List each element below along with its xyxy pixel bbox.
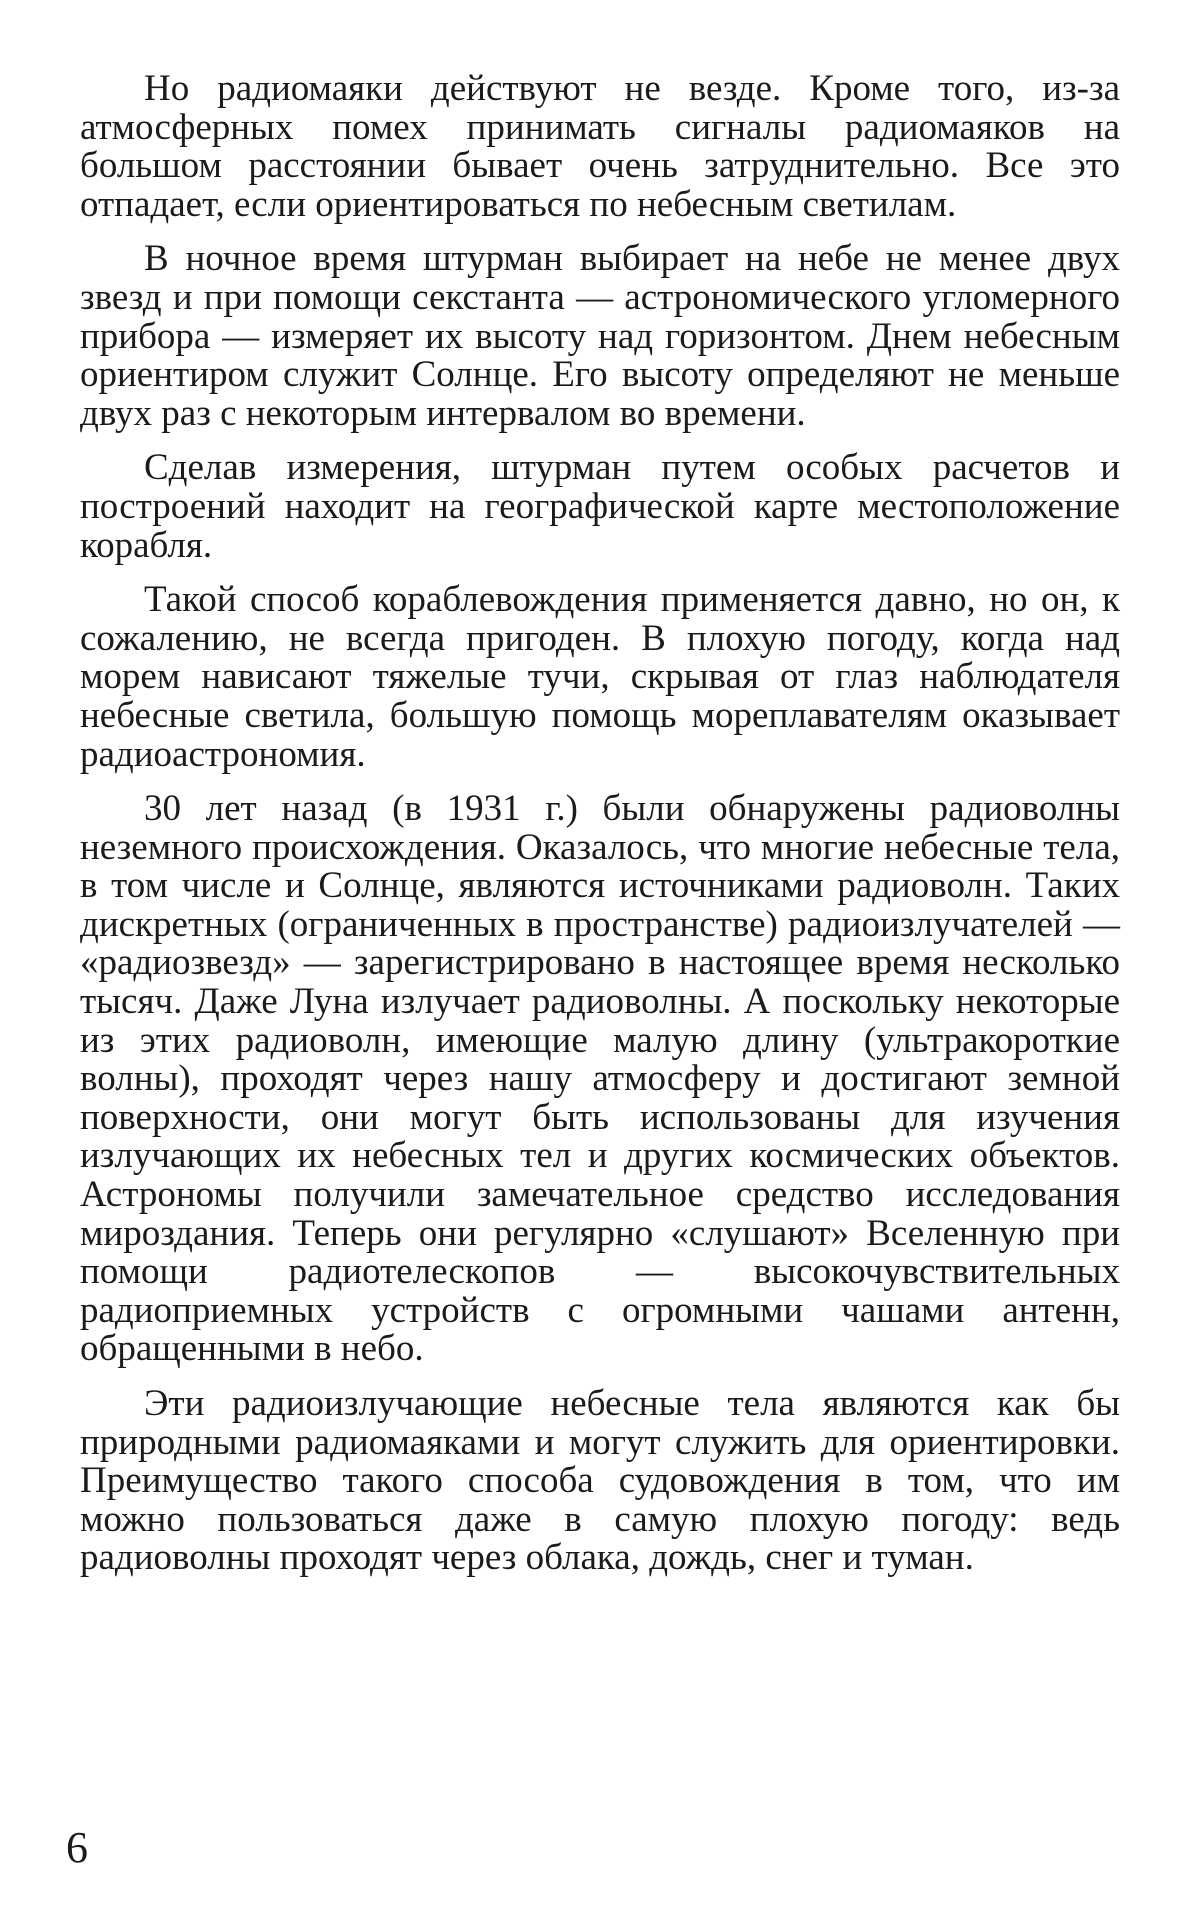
paragraph-natural-beacons: Эти радиоизлучающие небесные тела являются как бы природными радиомаяками и могут служить для ориентировки. Преимущество такого способа судовождения в том, что им можно пользоваться даже в самую плохую погоду: ведь радиоволны проходят через облака, дождь, снег и туман. — [80, 1383, 1120, 1579]
paragraph-night-navigation: В ночное время штурман выбирает на небе не менее двух звезд и при помощи секстанта — астрономического угломерного прибора — измеряет их высоту над горизонтом. Днем небесным ориентиром служит Солнце. Его высоту определяют не меньше двух раз с некоторым интервалом во времени. — [80, 238, 1120, 434]
paragraph-calculations: Сделав измерения, штурман путем особых расчетов и построений находит на географической карте местоположение корабля. — [80, 447, 1120, 566]
page-body — [80, 70, 1120, 1594]
paragraph-bad-weather: Такой способ кораблевождения применяется давно, но он, к сожалению, не всегда пригоден. В плохую погоду, когда над морем нависают тяжелые тучи, скрывая от глаз наблюдателя небесные светила, большую помощь мореплавателям оказывает радиоастрономия. — [80, 579, 1120, 775]
paragraph-radiobeacons: Но радиомаяки действуют не везде. Кроме того, из-за атмосферных помех принимать сигналы радиомаяков на большом расстоянии бывает очень затруднительно. Все это отпадает, если ориентироваться по небесным светилам. — [80, 68, 1120, 225]
paragraph-radio-astronomy: 30 лет назад (в 1931 г.) были обнаружены радиоволны неземного происхождения. Оказалось, что многие небесные тела, в том числе и Солнце, являются источниками радиоволн. Таких дискретных (ограниченных в пространстве) радиоизлучателей — «радиозвезд» — зарегистрировано в настоящее время несколько тысяч. Даже Луна излучает радиоволны. А поскольку некоторые из этих радиоволн, имеющие малую длину (ультракороткие волны), проходят через нашу атмосферу и достигают земной поверхности, они могут быть использованы для изучения излучающих их небесных тел и других космических объектов. Астрономы получили замечательное средство исследования мироздания. Теперь они регулярно «слушают» Вселенную при помощи радиотелескопов — высокочувствительных радиоприемных устройств с огромными чашами антенн, обращенными в небо. — [80, 788, 1120, 1370]
page-number: 6 — [66, 1823, 88, 1872]
